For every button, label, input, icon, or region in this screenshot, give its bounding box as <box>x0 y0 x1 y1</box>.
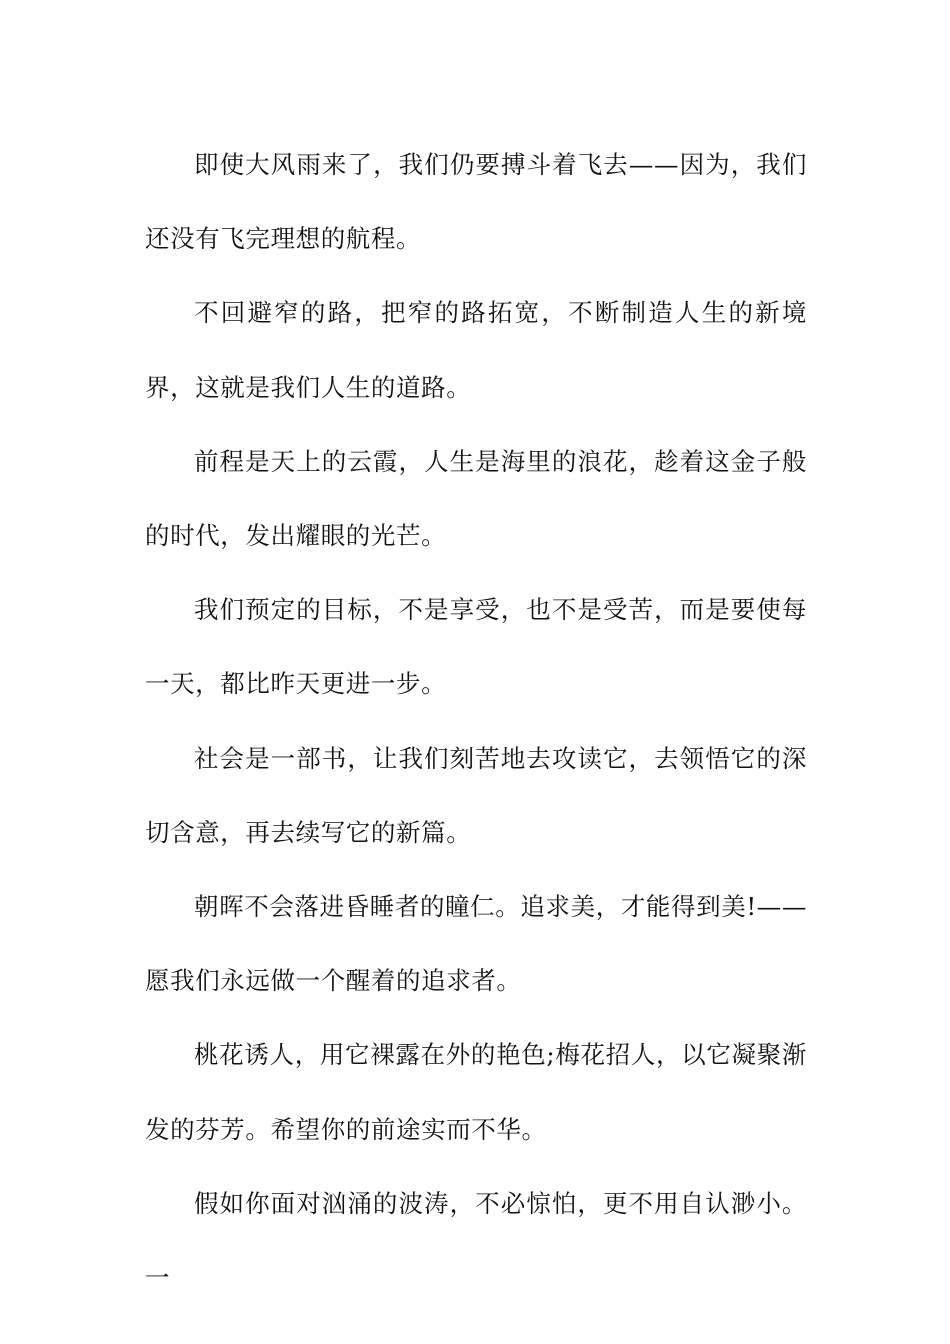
paragraph: 我们预定的目标，不是享受，也不是受苦，而是要使每一天，都比昨天更进一步。 <box>145 595 807 699</box>
paragraph: 不回避窄的路，把窄的路拓宽，不断制造人生的新境界，这就是我们人生的道路。 <box>145 298 807 402</box>
paragraph: 桃花诱人，用它裸露在外的艳色;梅花招人，以它凝聚渐发的芬芳。希望你的前途实而不华。 <box>145 1040 807 1144</box>
paragraph: 朝晖不会落进昏睡者的瞳仁。追求美，才能得到美!——愿我们永远做一个醒着的追求者。 <box>145 892 807 996</box>
document-body <box>145 128 807 1315</box>
paragraph: 社会是一部书，让我们刻苦地去攻读它，去领悟它的深切含意，再去续写它的新篇。 <box>145 743 807 847</box>
paragraph: 即使大风雨来了，我们仍要搏斗着飞去——因为，我们还没有飞完理想的航程。 <box>145 150 807 254</box>
paragraph: 前程是天上的云霞，人生是海里的浪花，趁着这金子般的时代，发出耀眼的光芒。 <box>145 446 807 551</box>
paragraph: 假如你面对汹涌的波涛，不必惊怕，更不用自认渺小。一 <box>145 1188 807 1293</box>
